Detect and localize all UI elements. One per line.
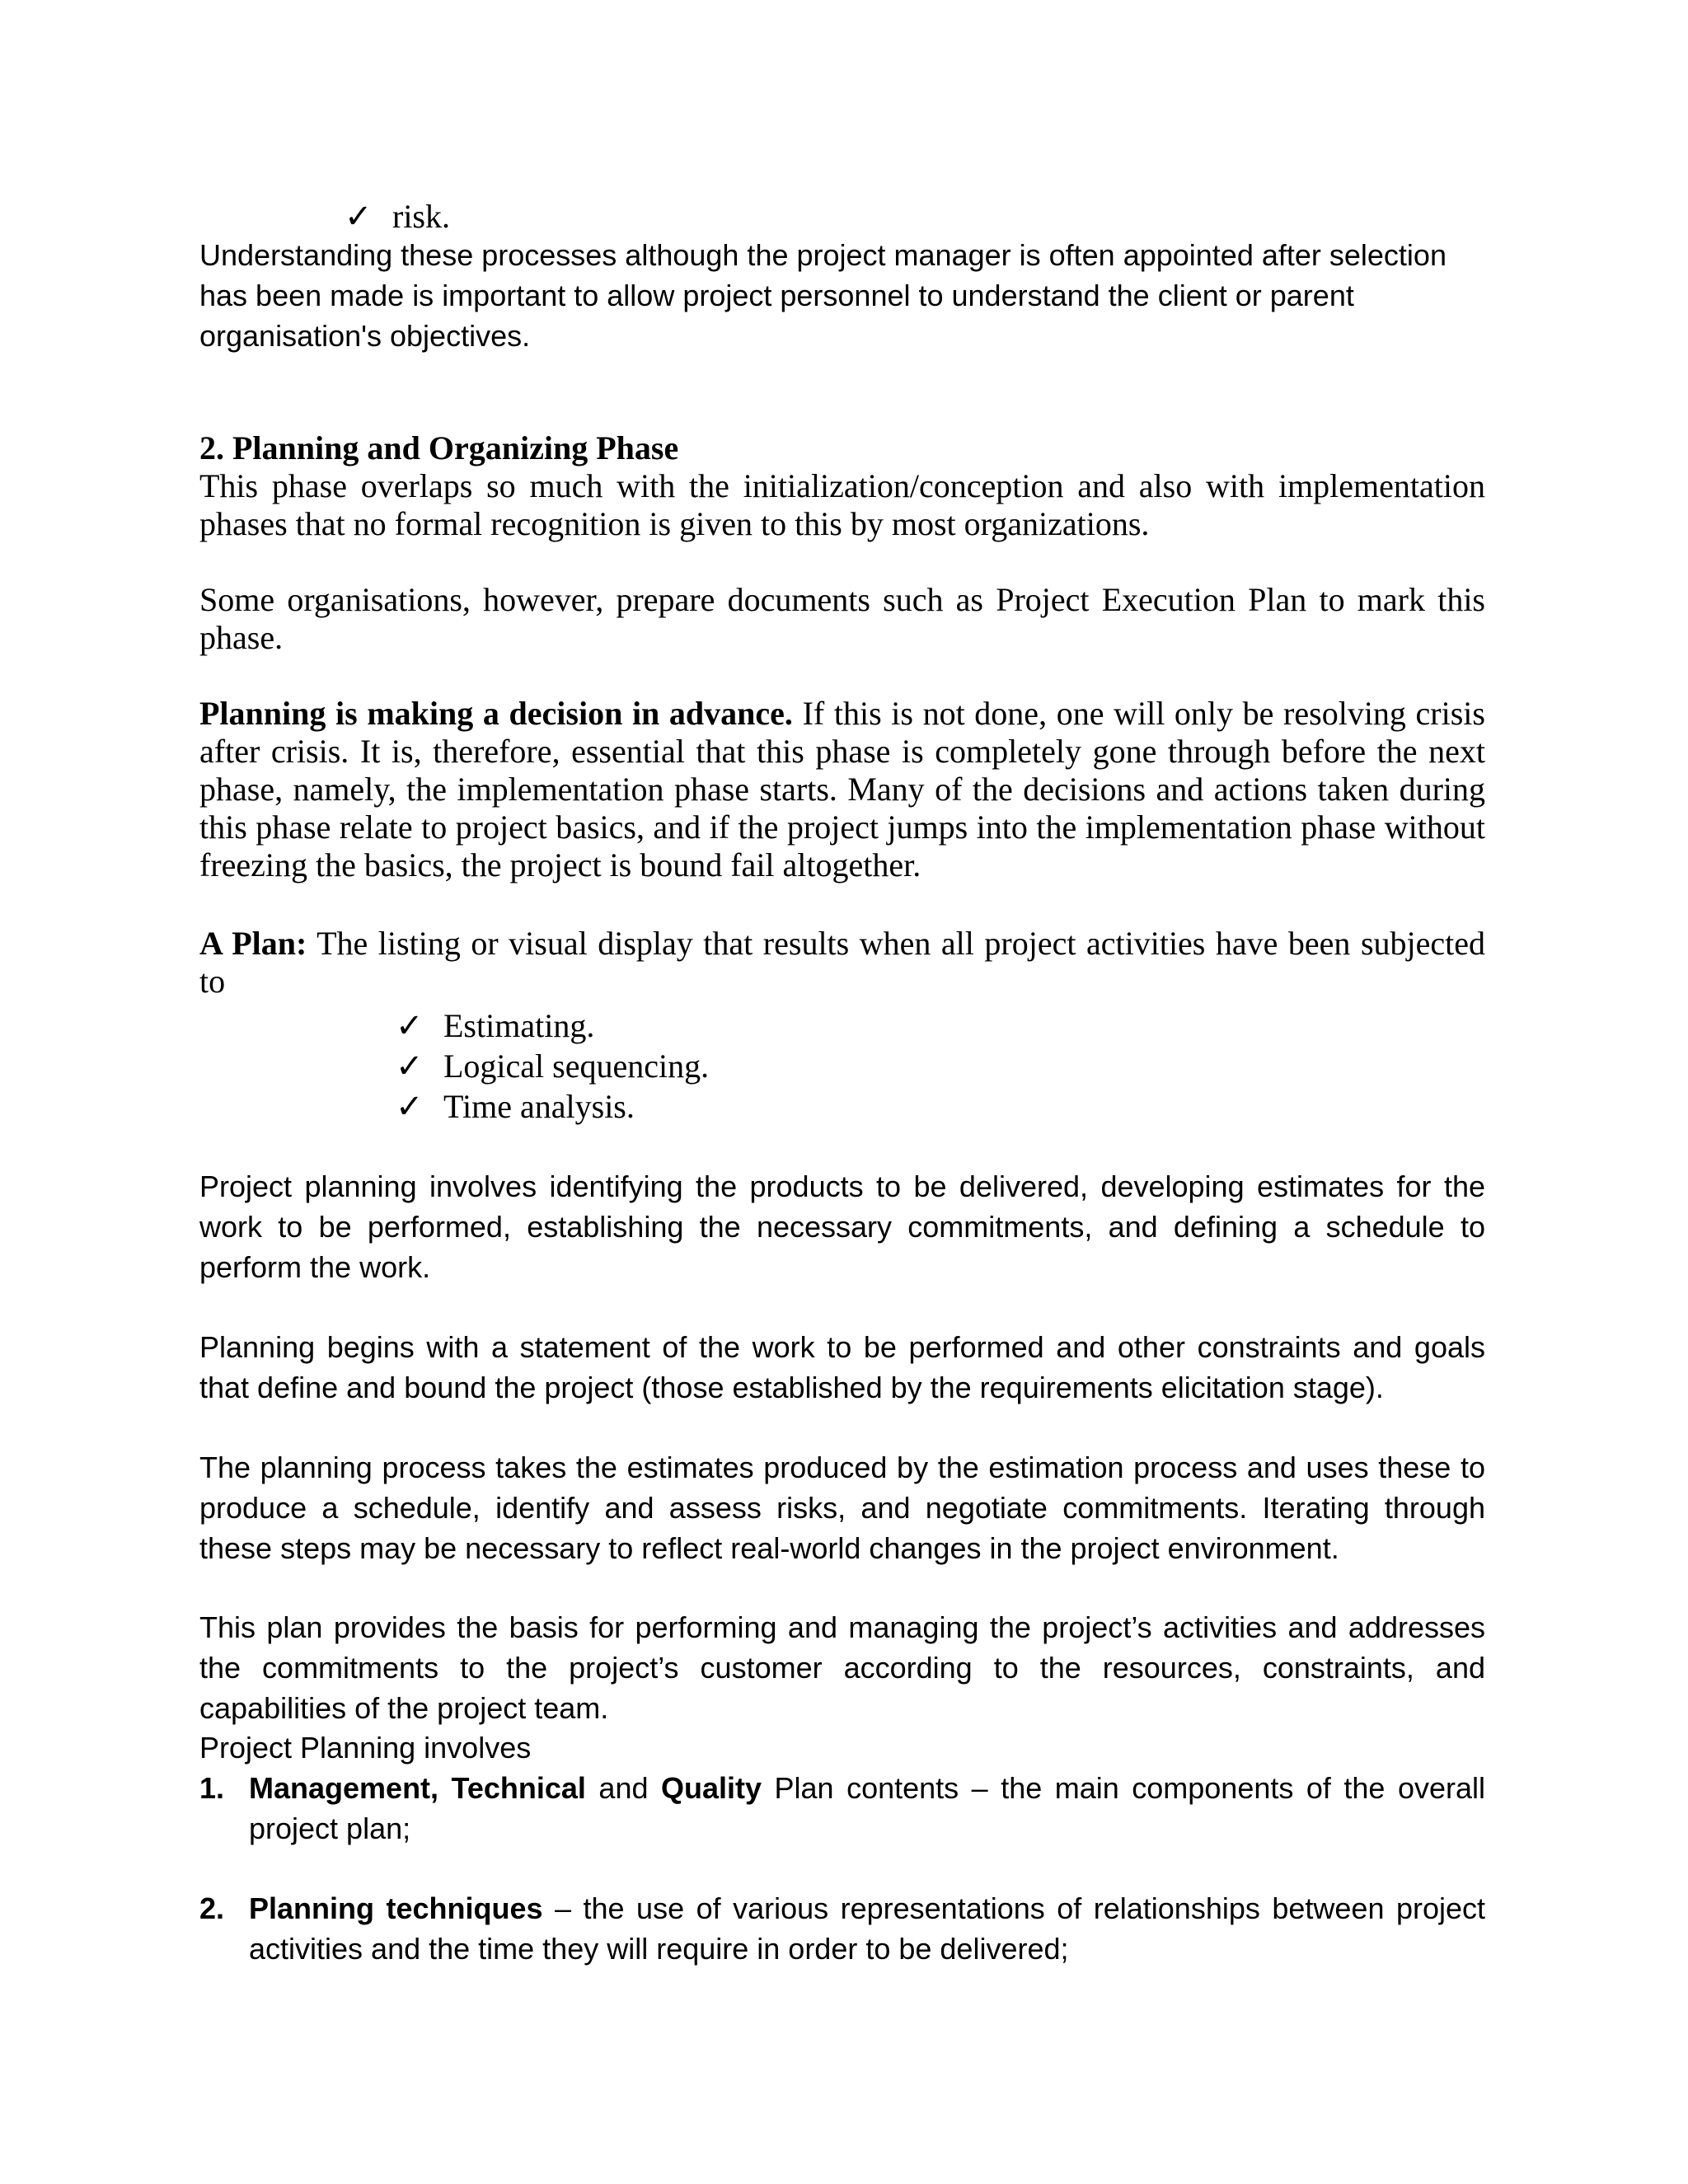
item-number: 2.: [199, 1891, 225, 1925]
bullet-text: Logical sequencing.: [443, 1047, 710, 1085]
bullet-risk: [345, 198, 450, 236]
section-heading: 2. Planning and Organizing Phase: [199, 429, 679, 466]
bullet-time-analysis: [396, 1088, 635, 1126]
plan-definition-paragraph: [199, 925, 1485, 1001]
bullet-text: risk.: [392, 198, 450, 235]
checkmark-icon: ✓: [396, 1047, 424, 1085]
phase-overlap-paragraph: This phase overlaps so much with the initialization/conception and also with implementation phases that no formal recognition is given to this by most organizations.: [199, 467, 1485, 542]
planning-definition-paragraph: [199, 695, 1485, 884]
planning-begins-paragraph: Planning begins with a statement of the work to be performed and other constraints and goals that define and bound the project (those established by the requirements elicitation stage).: [199, 1330, 1485, 1404]
item-text: [249, 1768, 1485, 1849]
item-bold-1: Management, Technical: [249, 1771, 586, 1805]
planning-definition-lead: Planning is making a decision in advance.: [199, 695, 793, 732]
bullet-estimating: [396, 1007, 594, 1045]
item-plain-1: – the use of various representations of relationships between project activities and the time they will require in order to be delivered;: [249, 1891, 1485, 1966]
item-plain-2: Plan contents – the main components of the overall project plan;: [249, 1771, 1485, 1845]
checkmark-icon: ✓: [396, 1007, 424, 1045]
intro-paragraph: Understanding these processes although the project manager is often appointed after selection has been made is important to allow project personnel to understand the client or parent organisation's objectives.: [199, 238, 1447, 353]
bullet-text: Time analysis.: [443, 1088, 635, 1125]
item-number: 1.: [199, 1771, 225, 1805]
item-bold-1: Planning techniques: [249, 1891, 543, 1925]
involves-label: Project Planning involves: [199, 1731, 532, 1765]
item-plain-1: and: [585, 1771, 661, 1805]
planning-definition-text: If this is not done, one will only be resolving crisis after crisis. It is, therefore, essential that this phase is completely gone through before the next phase, namely, the implementation phase starts. Many of the decisions and actions taken during this phase relate to project basics, and if the project jumps into the implementation phase without freezing the basics, the project is bound fail altogether.: [199, 695, 1485, 883]
project-planning-paragraph: Project planning involves identifying the products to be delivered, developing estimates for the work to be performed, establishing the necessary commitments, and defining a schedule to perform the work.: [199, 1169, 1485, 1284]
checkmark-icon: ✓: [396, 1088, 424, 1126]
planning-process-paragraph: The planning process takes the estimates produced by the estimation process and uses these to produce a schedule, identify and assess risks, and negotiate commitments. Iterating through these steps may be necessary to reflect real-world changes in the project environment.: [199, 1451, 1485, 1565]
plan-basis-paragraph: This plan provides the basis for performing and managing the project’s activities and addresses the commitments to the project’s customer according to the resources, constraints, and capabilities of the project team.: [199, 1610, 1485, 1725]
plan-definition-lead: A Plan:: [199, 925, 307, 962]
checkmark-icon: ✓: [345, 198, 373, 236]
plan-definition-text: The listing or visual display that results when all project activities have been subjected to: [199, 925, 1485, 1000]
bullet-text: Estimating.: [443, 1007, 595, 1044]
item-bold-2: Quality: [661, 1771, 762, 1805]
project-execution-plan-paragraph: Some organisations, however, prepare documents such as Project Execution Plan to mark this phase.: [199, 581, 1485, 656]
item-text: [249, 1888, 1485, 1969]
bullet-logical-sequencing: [396, 1047, 709, 1085]
numbered-item-1: [199, 1768, 1485, 1849]
numbered-item-2: [199, 1888, 1485, 1969]
